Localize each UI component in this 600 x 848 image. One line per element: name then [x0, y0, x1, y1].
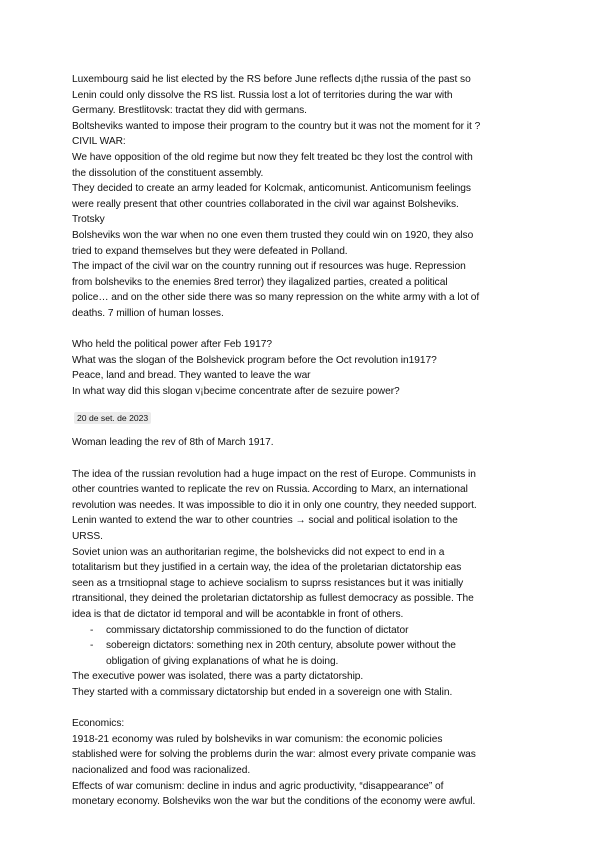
- text-line: They decided to create an army leaded for Kolcmak, anticomunist. Anticomunism feelings: [72, 183, 471, 195]
- date-chip[interactable]: 20 de set. de 2023: [74, 412, 151, 424]
- text-line: The executive power was isolated, there was a party dictatorship.: [72, 671, 364, 683]
- question-line: Who held the political power after Feb 1917?: [72, 339, 272, 351]
- text-line: We have opposition of the old regime but now they felt treated bc they lost the control with: [72, 151, 473, 163]
- text-line: Luxembourg said he list elected by the RS before June reflects d¡the russia of the past so: [72, 74, 471, 85]
- dash-marker: -: [90, 624, 94, 636]
- text-line: nacionalized and food was racionalized.: [72, 764, 251, 776]
- text-line: Soviet union was an authoritarian regime, the bolshevicks did not expect to end in a: [72, 546, 445, 558]
- spacer: [72, 426, 530, 435]
- section-heading: Economics:: [72, 718, 125, 730]
- text-line: totalitarism but they justified in a certain way, the idea of the proletarian dictatorship eas: [72, 562, 462, 574]
- text-line: Germany. Brestlitovsk: tractat they did with germans.: [72, 105, 307, 117]
- text-line: monetary economy. Bolsheviks won the war but the conditions of the economy were awful.: [72, 796, 476, 808]
- text-line: revolution was needes. It was impossible to dio it in only one country, they needed support.: [72, 499, 477, 511]
- list-item-continuation: obligation of giving explanations of what he is doing.: [106, 655, 339, 667]
- text-line: URSS.: [72, 531, 103, 543]
- text-line: Trotsky: [72, 214, 105, 226]
- text-line: 1918-21 economy was ruled by bolsheviks in war comunism: the economic policies: [72, 733, 443, 745]
- section-heading: CIVIL WAR:: [72, 136, 126, 148]
- text-line: tried to expand themselves but they were defeated in Polland.: [72, 245, 348, 257]
- notes-part2: [72, 467, 530, 623]
- spacer: [72, 399, 530, 408]
- text-line: rtransitional, they deined the proletarian dictatorship as fullest democracy as possible. The: [72, 593, 474, 605]
- text-line: Effects of war comunism: decline in indus and agric productivity, “disappearance” of: [72, 780, 444, 792]
- date-row: [72, 408, 530, 426]
- text-line: from bolsheviks to the enemies 8red terror) they ilagalized parties, created a political: [72, 276, 448, 288]
- text-line: The impact of the civil war on the country running out if resources was huge. Repression: [72, 261, 466, 273]
- text-line: the dissolution of the constituent assembly.: [72, 167, 264, 179]
- notes-part1: [72, 72, 530, 322]
- text-line: Lenin wanted to extend the war to other countries → social and political isolation to the: [72, 515, 458, 527]
- dash-marker: -: [90, 640, 94, 652]
- bullet-list: [72, 623, 530, 670]
- blank-line: [72, 451, 530, 467]
- list-item: [72, 638, 530, 654]
- text-line: police… and on the other side there was so many repression on the white army with a lot of: [72, 292, 480, 304]
- heading-line: Woman leading the rev of 8th of March 1917.: [72, 437, 274, 449]
- questions: [72, 337, 530, 399]
- text-line: Bolsheviks won the war when no one even them trusted they could win on 1920, they also: [72, 229, 474, 241]
- text-line: The idea of the russian revolution had a huge impact on the rest of Europe. Communists in: [72, 468, 476, 480]
- text-line: idea is that de dictator id temporal and will be acontabkle in front of others.: [72, 609, 404, 620]
- question-line: In what way did this slogan v¡becime concentrate after de sezuire power?: [72, 385, 400, 397]
- notes-part3: [72, 669, 530, 700]
- blank-line: [72, 701, 530, 717]
- list-item-text: commissary dictatorship commissioned to do the function of dictator: [106, 624, 409, 636]
- text-line: stablished were for solving the problems durin the war: almost every private companie was: [72, 749, 476, 761]
- blank-line: [72, 322, 530, 338]
- economics-section: [72, 716, 530, 810]
- answer-line: Peace, land and bread. They wanted to leave the war: [72, 370, 311, 382]
- text-line: Lenin could only dissolve the RS list. Russia lost a lot of territories during the war with: [72, 89, 453, 101]
- text-line: deaths. 7 million of human losses.: [72, 307, 224, 319]
- text-line: They started with a commissary dictatorship but ended in a sovereign one with Stalin.: [72, 686, 453, 698]
- document-page: [72, 72, 530, 810]
- text-line: were really present that other countries collaborated in the civil war against Bolsheviks.: [72, 198, 459, 210]
- text-line: Boltsheviks wanted to impose their program to the country but it was not the moment for it ?: [72, 120, 481, 132]
- text-line: seen as a trnsitiopnal stage to achieve socialism to suprss resistances but it was initially: [72, 577, 464, 589]
- list-item: [72, 623, 530, 639]
- list-item-text: sobereign dictators: something nex in 20th century, absolute power without the: [106, 640, 456, 652]
- text-line: other countries wanted to replicate the rev on Russia. According to Marx, an international: [72, 484, 468, 496]
- question-line: What was the slogan of the Bolshevick program before the Oct revolution in1917?: [72, 354, 437, 366]
